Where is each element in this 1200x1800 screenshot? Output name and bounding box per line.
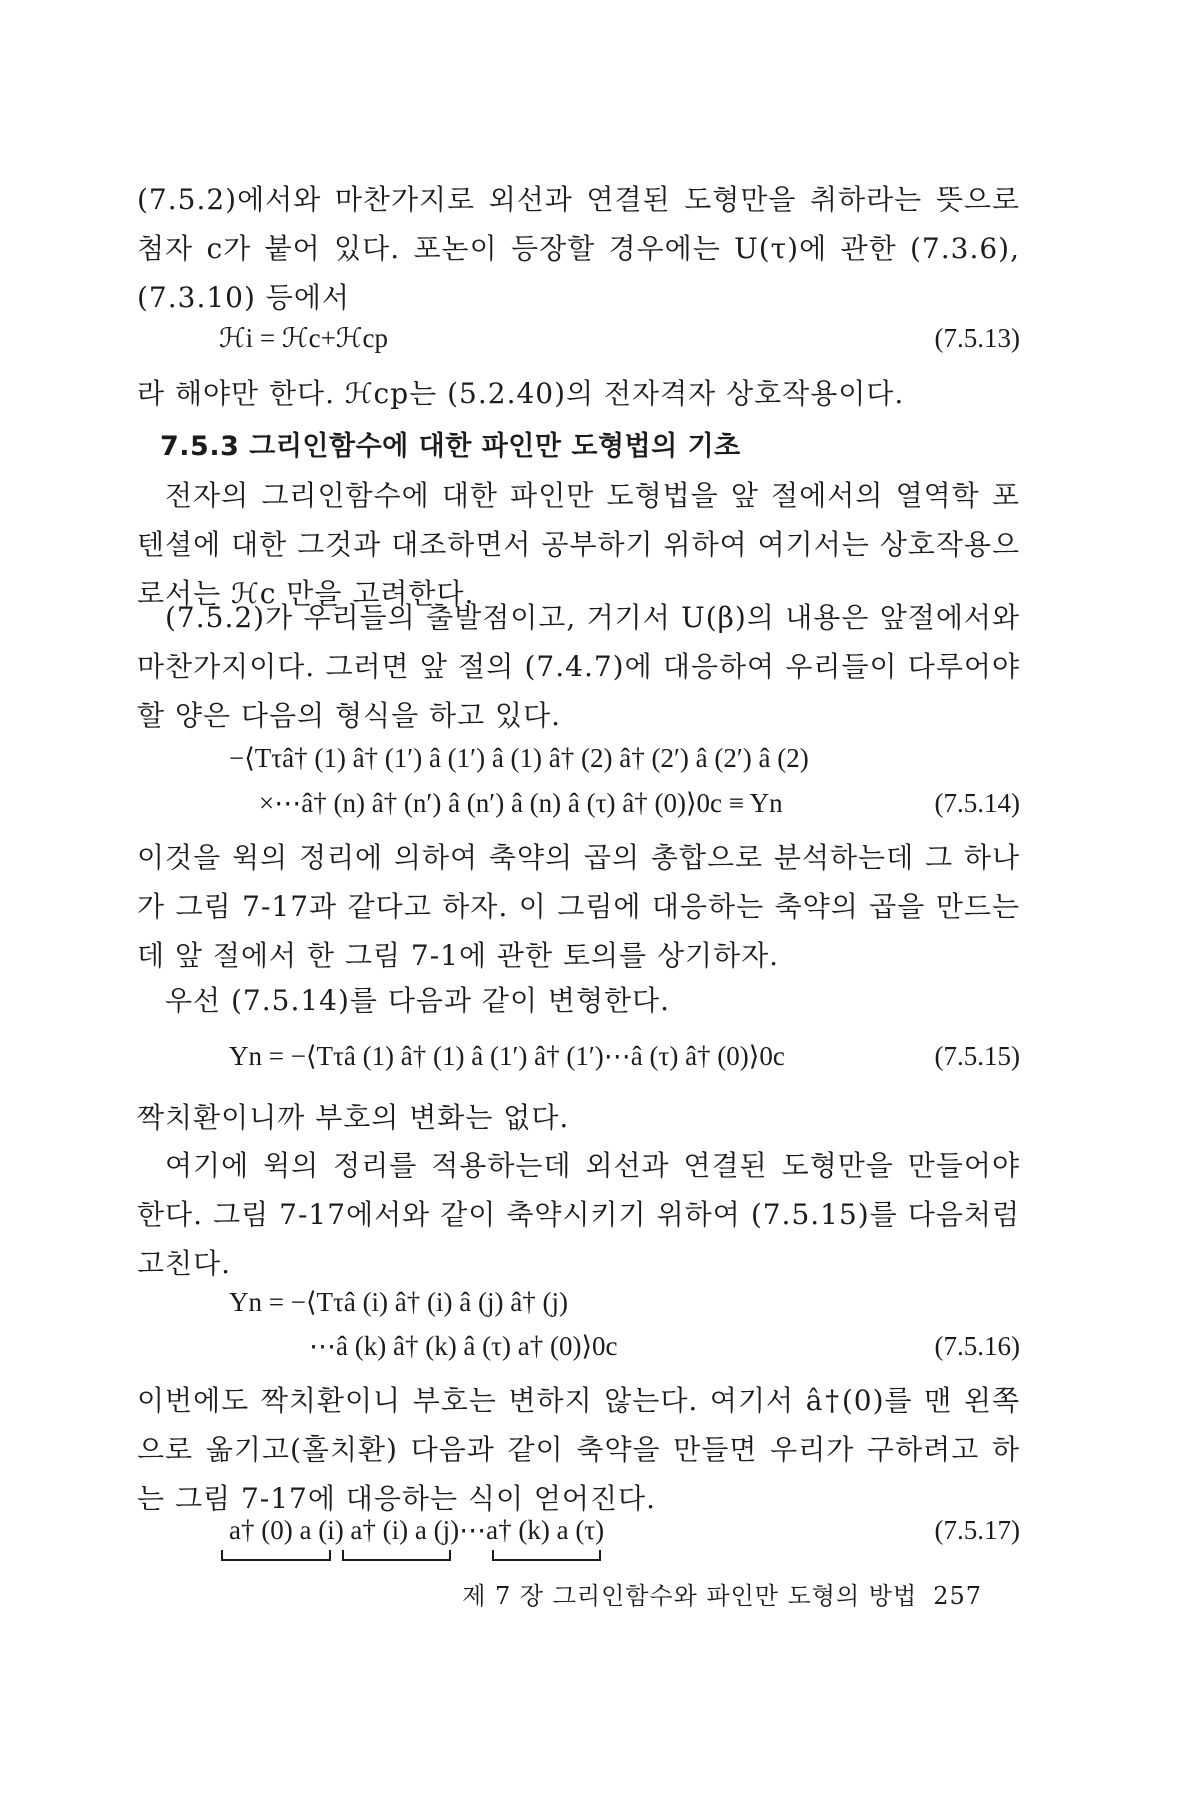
equation-7-5-17 [137,1510,1020,1550]
contraction-bracket [222,1550,330,1560]
paragraph-1: (7.5.2)에서와 마찬가지로 외선과 연결된 도형만을 취하라는 뜻으로 첨자 c가 붙어 있다. 포논이 등장할 경우에는 U(τ)에 관한 (7.3.6), (7.3.10) 등에서 [137,183,1020,314]
equation-expression: Yn = −⟨Tτâ (i) â† (i) â (j) â† (j) [229,1287,568,1317]
equation-number: (7.5.13) [934,323,1020,353]
section-heading: 7.5.3 그리인함수에 대한 파인만 도형법의 기초 [160,431,741,462]
equation-expression: ℋi = ℋc+ℋcp [219,323,388,353]
page-footer [462,1578,982,1614]
equation-number: (7.5.15) [934,1041,1020,1071]
paragraph-4 [137,593,1020,740]
equation-7-5-15 [137,1036,1020,1076]
equation-7-5-16-line-2 [137,1326,1020,1366]
equation-number: (7.5.16) [934,1331,1020,1361]
paragraph-4-text: (7.5.2)가 우리들의 출발점이고, 거기서 U(β)의 내용은 앞절에서와 마찬가지이다. 그러면 앞 절의 (7.4.7)에 대응하여 우리들이 다루어야 할 양은 다음의 형식을 하고 있다. [137,601,1020,732]
equation-expression: Yn = −⟨Tτâ (1) â† (1) â (1′) â† (1′)⋯â (τ) â† (0)⟩0c [229,1041,785,1071]
equation-7-5-14-line-1 [137,738,1020,778]
paragraph-9: 이번에도 짝치환이니 부호는 변하지 않는다. 여기서 â†(0)를 맨 왼쪽으로 옮기고(홀치환) 다음과 같이 축약을 만들면 우리가 구하려고 하는 그림 7-17에 대응하는 식이 얻어진다. [137,1384,1020,1515]
equation-expression: a† (0) a (i) a† (i) a (j)⋯a† (k) a (τ) [229,1515,605,1545]
equation-7-5-16-line-1 [137,1282,1020,1322]
equation-7-5-13 [137,318,1020,358]
paragraph-6 [137,976,1020,1025]
paragraph-3-text: 전자의 그리인함수에 대한 파인만 도형법을 앞 절에서의 열역학 포텐셜에 대한 그것과 대조하면서 공부하기 위하여 여기서는 상호작용으로서는 ℋc 만을 고려한다. [137,479,1020,610]
equation-number: (7.5.17) [934,1515,1020,1545]
contraction-bracket [493,1550,600,1560]
contraction-brackets [218,1547,618,1567]
paragraph-7: 짝치환이니까 부호의 변화는 없다. [137,1101,570,1134]
paragraph-8 [137,1141,1020,1288]
page-number: 257 [933,1582,982,1610]
equation-expression: ×⋯â† (n) â† (n′) â (n′) â (n) â (τ) â† (0)⟩0c ≡ Yn [259,788,783,818]
paragraph-8-text: 여기에 윅의 정리를 적용하는데 외선과 연결된 도형만을 만들어야 한다. 그림 7-17에서와 같이 축약시키기 위하여 (7.5.15)를 다음처럼 고친다. [137,1149,1020,1280]
paragraph-5: 이것을 윅의 정리에 의하여 축약의 곱의 총합으로 분석하는데 그 하나가 그림 7-17과 같다고 하자. 이 그림에 대응하는 축약의 곱을 만드는데 앞 절에서 한 그림 7-1에 관한 토의를 상기하자. [137,841,1020,972]
equation-7-5-14-line-2 [137,783,1020,823]
contraction-bracket [343,1550,450,1560]
paragraph-6-text: 우선 (7.5.14)를 다음과 같이 변형한다. [165,984,670,1017]
paragraph-2: 라 해야만 한다. ℋcp는 (5.2.40)의 전자격자 상호작용이다. [137,377,905,410]
equation-number: (7.5.14) [934,788,1020,818]
equation-expression: −⟨Tτâ† (1) â† (1′) â (1′) â (1) â† (2) â† (2′) â (2′) â (2) [229,743,809,773]
equation-expression: ⋯â (k) â† (k) â (τ) a† (0)⟩0c [309,1331,618,1361]
chapter-title: 제 7 장 그리인함수와 파인만 도형의 방법 [462,1582,918,1610]
